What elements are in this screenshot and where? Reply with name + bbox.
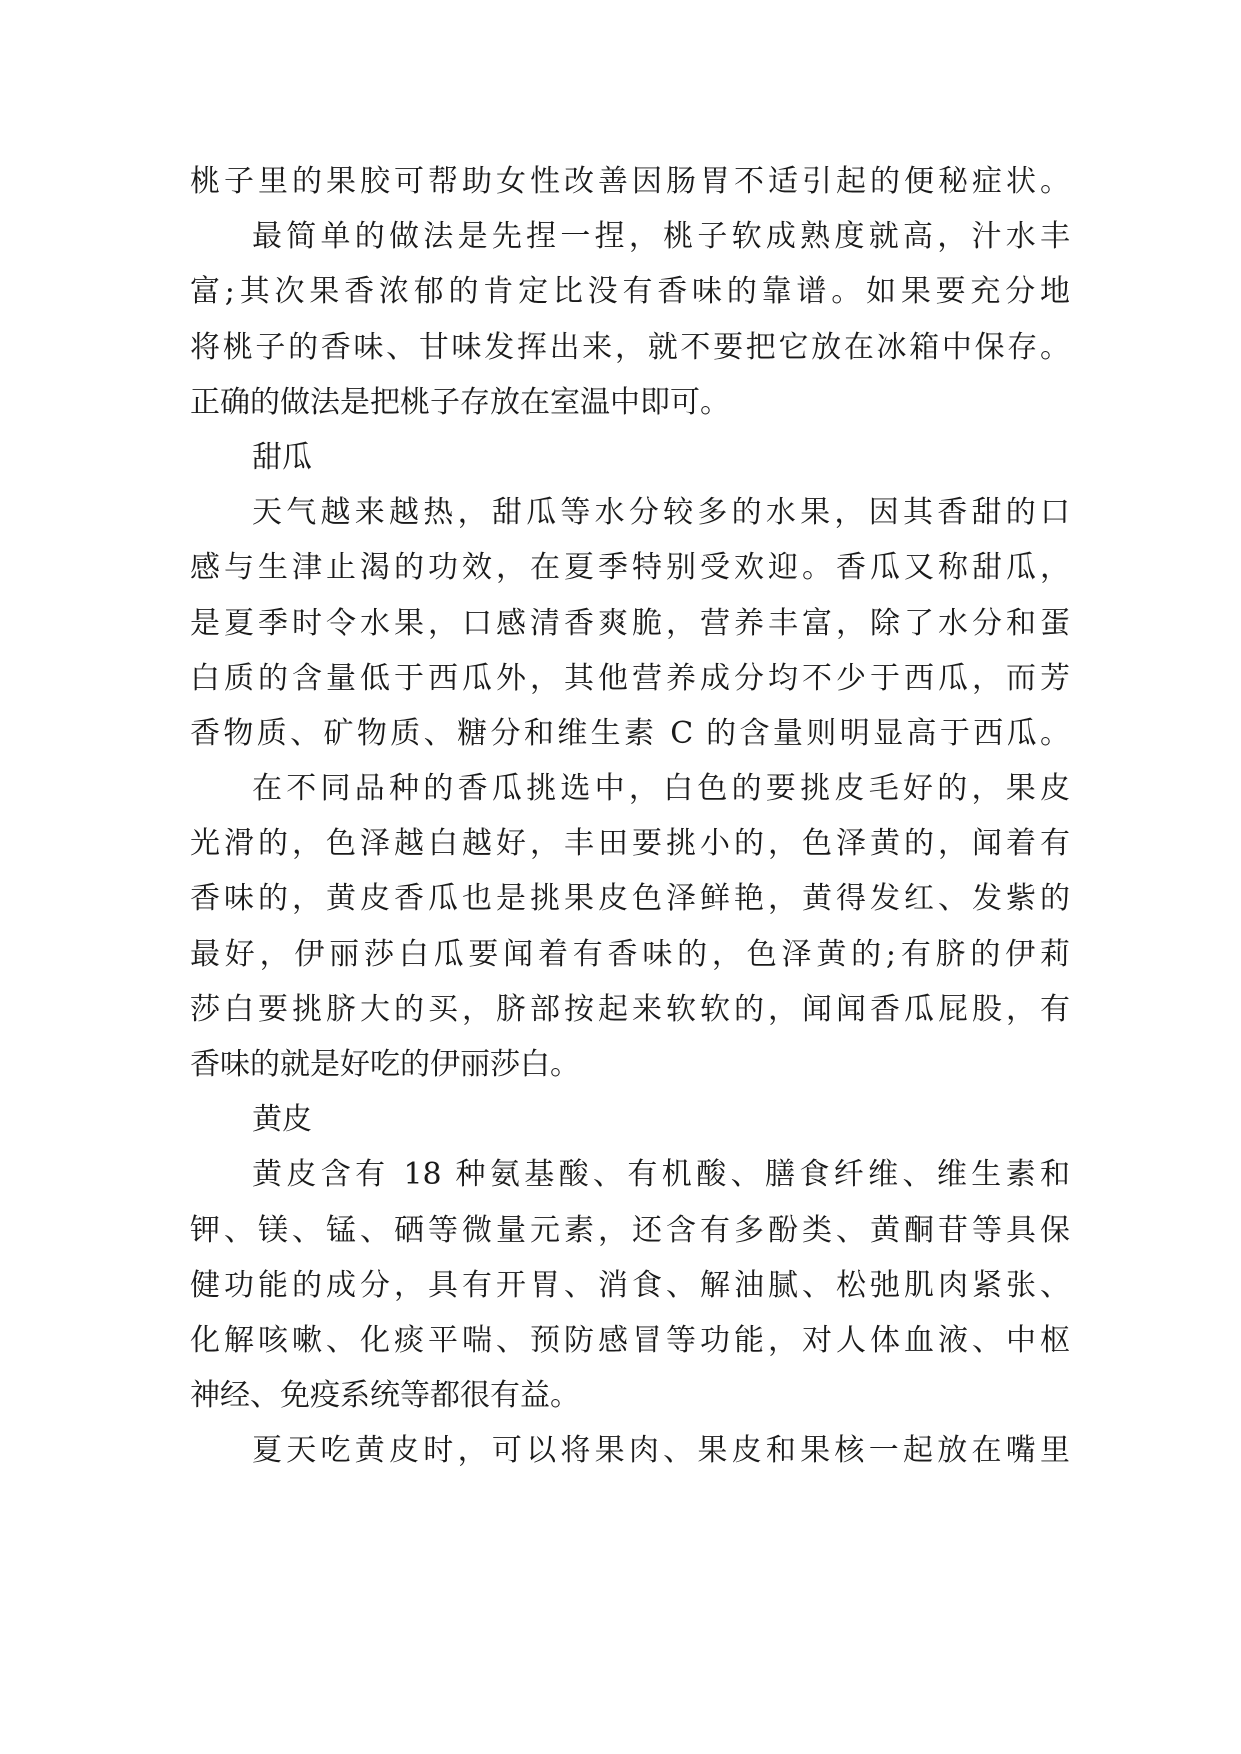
text-line: 最好，伊丽莎白瓜要闻着有香味的，色泽黄的;有脐的伊莉 — [190, 936, 1070, 972]
text-line: 夏天吃黄皮时，可以将果肉、果皮和果核一起放在嘴里 — [252, 1433, 1070, 1469]
text-line: 桃子里的果胶可帮助女性改善因肠胃不适引起的便秘症状。 — [190, 164, 1070, 199]
section-heading: 黄皮 — [252, 1102, 312, 1138]
text-line: 天气越来越热，甜瓜等水分较多的水果，因其香甜的口 — [252, 495, 1070, 531]
text-line: 正确的做法是把桃子存放在室温中即可。 — [190, 384, 730, 420]
text-line: 光滑的，色泽越白越好，丰田要挑小的，色泽黄的，闻着有 — [190, 826, 1070, 862]
text-line: 钾、镁、锰、硒等微量元素，还含有多酚类、黄酮苷等具保 — [190, 1212, 1070, 1248]
text-line: 将桃子的香味、甘味发挥出来，就不要把它放在冰箱中保存。 — [190, 329, 1070, 365]
text-line: 黄皮含有 18 种氨基酸、有机酸、膳食纤维、维生素和 — [252, 1157, 1070, 1193]
text-line: 香物质、矿物质、糖分和维生素 C 的含量则明显高于西瓜。 — [190, 715, 1070, 751]
text-line: 香味的，黄皮香瓜也是挑果皮色泽鲜艳，黄得发红、发紫的 — [190, 881, 1070, 917]
text-line: 香味的就是好吃的伊丽莎白。 — [190, 1047, 580, 1082]
text-line: 是夏季时令水果，口感清香爽脆，营养丰富，除了水分和蛋 — [190, 605, 1070, 641]
text-line: 在不同品种的香瓜挑选中，白色的要挑皮毛好的，果皮 — [252, 771, 1070, 807]
section-heading: 甜瓜 — [252, 439, 312, 475]
text-line: 白质的含量低于西瓜外，其他营养成分均不少于西瓜，而芳 — [190, 660, 1070, 696]
text-line: 健功能的成分，具有开胃、消食、解油腻、松弛肌肉紧张、 — [190, 1267, 1070, 1303]
text-line: 感与生津止渴的功效，在夏季特别受欢迎。香瓜又称甜瓜， — [190, 550, 1070, 586]
text-line: 化解咳嗽、化痰平喘、预防感冒等功能，对人体血液、中枢 — [190, 1322, 1070, 1358]
text-line: 莎白要挑脐大的买，脐部按起来软软的，闻闻香瓜屁股，有 — [190, 991, 1070, 1027]
text-line: 神经、免疫系统等都很有益。 — [190, 1378, 580, 1414]
text-line: 最简单的做法是先捏一捏，桃子软成熟度就高，汁水丰 — [252, 219, 1070, 255]
text-line: 富;其次果香浓郁的肯定比没有香味的靠谱。如果要充分地 — [190, 274, 1070, 310]
document-body — [190, 154, 1070, 1479]
